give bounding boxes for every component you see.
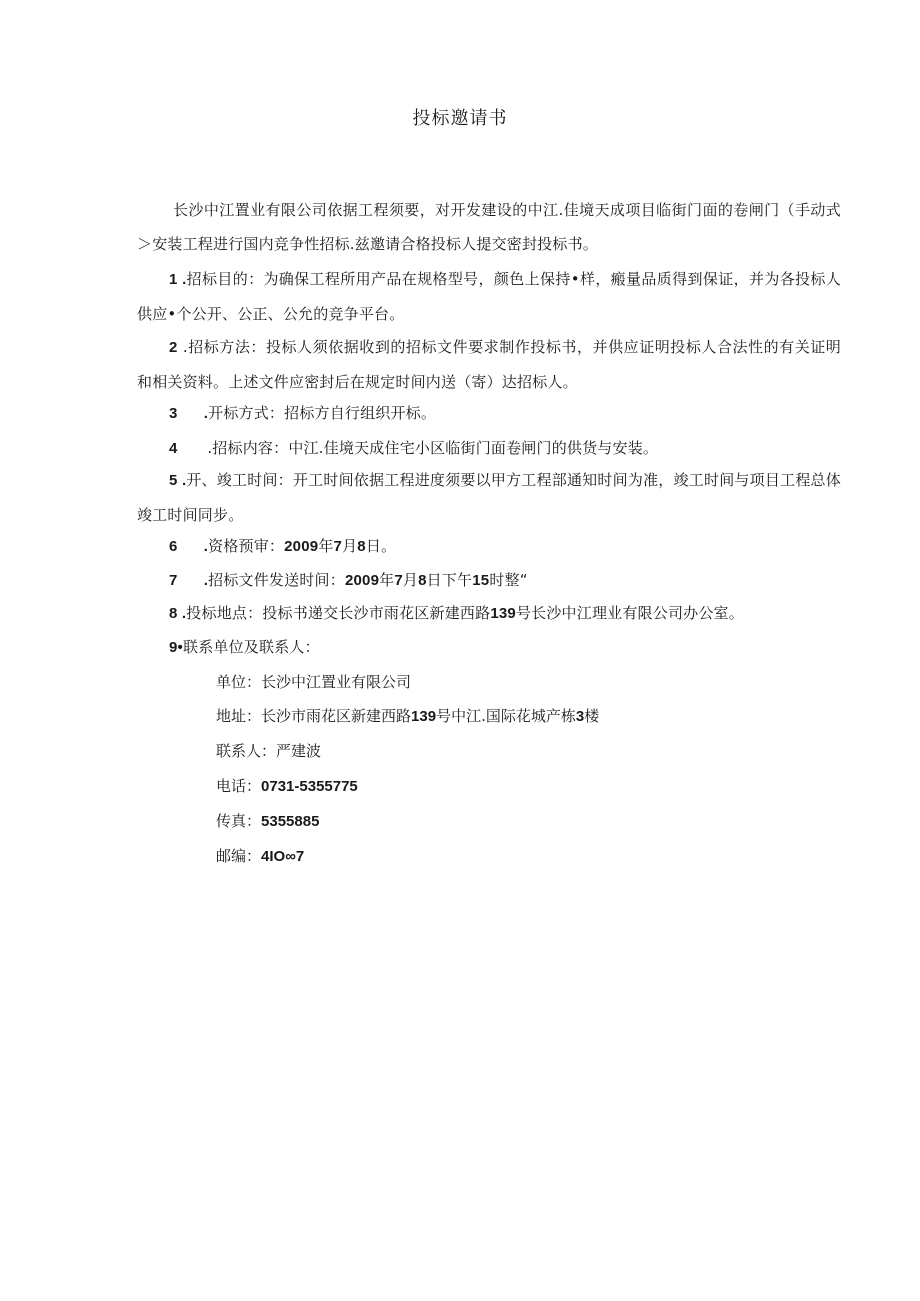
contact-address-part: 楼	[584, 707, 600, 725]
item-number: 9•	[169, 639, 183, 656]
contact-phone-label: 电话：	[216, 777, 262, 795]
contact-unit-value: 长沙中江置业有限公司	[261, 673, 412, 691]
contact-postcode	[216, 839, 304, 874]
day-unit: 日下午	[426, 571, 473, 589]
item-number: 7	[169, 572, 178, 589]
day-unit: 日。	[365, 537, 397, 555]
document-title: 投标邀请书	[412, 108, 508, 129]
item-text: 联系单位及联系人：	[183, 638, 320, 656]
contact-fax-value: 5355885	[261, 813, 320, 830]
item-text-tail: 号长沙中江理业有限公司办公室。	[515, 604, 744, 622]
contact-fax-label: 传真：	[216, 812, 262, 830]
month-unit: 月	[402, 571, 419, 589]
year-unit: 年	[318, 537, 334, 555]
contact-postcode-value: 4IO∞7	[261, 848, 305, 865]
item-text: 招标目的：为确保工程所用产品在规格型号，颜色上保持•样，瘢量品质得到保证，并为各投标人供应•个公开、公正、公允的竞争平台。	[137, 270, 841, 323]
contact-address	[216, 699, 599, 734]
contact-address-number: 139	[411, 708, 437, 725]
contact-address-number: 3	[575, 708, 585, 725]
item-number: 8	[169, 605, 178, 622]
day-value: 8	[357, 538, 366, 555]
month-value: 7	[333, 538, 343, 555]
year-unit: 年	[379, 571, 395, 589]
item-2	[137, 330, 841, 399]
intro-paragraph: 长沙中江置业有限公司依据工程须要，对开发建设的中江.佳境天成项目临街门面的卷闸门（手动式＞安装工程进行国内竞争性招标.兹邀请合格投标人提交密封投标书。	[137, 201, 841, 253]
item-7	[137, 563, 841, 598]
item-6	[137, 529, 841, 564]
month-unit: 月	[342, 537, 358, 555]
item-text: 招标方法：投标人须依据收到的招标文件要求制作投标书，并供应证明投标人合法性的有关证明和相关资料。上述文件应密封后在规定时间内送（寄）达招标人。	[137, 338, 842, 391]
contact-address-label: 地址：	[216, 707, 262, 725]
item-separator: .	[177, 405, 209, 422]
item-separator: .	[177, 605, 187, 622]
hour-value: 15	[472, 572, 490, 589]
contact-address-part: 长沙市雨花区新建西路	[261, 707, 412, 725]
item-number: 1	[169, 271, 178, 288]
contact-address-part: 号中江.国际花城产栋	[436, 707, 576, 725]
contact-person-value: 严建波	[276, 742, 322, 760]
contact-phone	[216, 769, 358, 804]
item-number: 3	[169, 405, 178, 422]
year-value: 2009	[284, 538, 319, 555]
item-1	[137, 262, 841, 331]
item-text: 开、竣工时间：开工时间依据工程进度须要以甲方工程部通知时间为准，竣工时间与项目工程总体竣工时间同步。	[137, 471, 841, 524]
item-text: 招标内容：中江.佳境天成住宅小区临街门面卷闸门的供货与安装。	[212, 439, 659, 457]
contact-phone-value: 0731-5355775	[261, 778, 358, 795]
year-value: 2009	[344, 572, 380, 589]
item-separator: .	[177, 271, 187, 288]
month-value: 7	[394, 572, 403, 589]
item-4	[137, 431, 841, 466]
item-separator: .	[177, 538, 209, 555]
hour-unit: 时整“	[489, 571, 528, 589]
item-8	[137, 596, 841, 631]
item-number: 4	[169, 440, 178, 457]
item-text: 投标地点：投标书递交长沙市雨花区新建西路	[186, 604, 491, 622]
item-separator: .	[177, 439, 213, 457]
item-5	[137, 463, 841, 532]
item-separator: .	[177, 472, 187, 489]
contact-fax	[216, 804, 319, 839]
contact-person	[216, 734, 321, 768]
contact-postcode-label: 邮编：	[216, 847, 262, 865]
item-text: 招标文件发送时间：	[208, 571, 345, 589]
contact-person-label: 联系人：	[216, 742, 277, 760]
street-number: 139	[490, 605, 516, 622]
item-9	[137, 630, 841, 665]
item-number: 2	[169, 339, 178, 356]
contact-unit	[216, 665, 411, 699]
item-separator: .	[177, 338, 188, 356]
item-3	[137, 396, 841, 431]
contact-unit-label: 单位：	[216, 673, 262, 691]
day-value: 8	[418, 572, 427, 589]
item-number: 6	[169, 538, 178, 555]
item-text: 开标方式：招标方自行组织开标。	[208, 404, 437, 422]
item-text: 资格预审：	[208, 537, 285, 555]
item-number: 5	[169, 472, 178, 489]
item-separator: .	[177, 572, 209, 589]
